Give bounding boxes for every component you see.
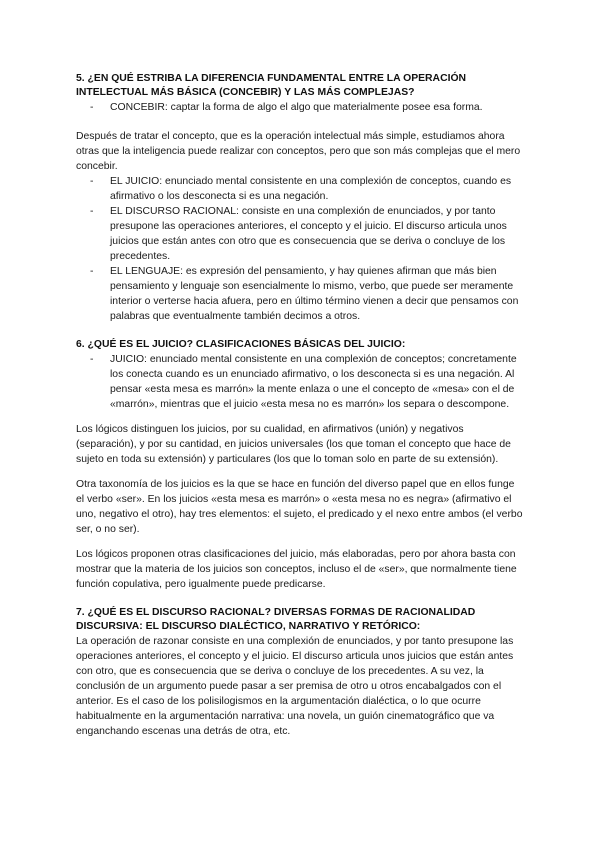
list-item	[76, 352, 524, 412]
bullet-dash: -	[90, 206, 94, 217]
section-6	[76, 338, 524, 592]
paragraph: Los lógicos distinguen los juicios, por su cualidad, en afirmativos (unión) y negativos (separación), y por su cantidad, en juicios universales (los que toman el concepto que hace de sujeto en toda su extensión) y particulares (los que lo toman solo en parte de su extensión).	[76, 424, 511, 465]
paragraph: Otra taxonomía de los juicios es la que se hace en función del diverso papel que en ellos funge el verbo «ser». En los juicios «esta mesa es marrón» o «esta mesa no es negra» (afirmativo el uno, negativo el otro), hay tres elementos: el sujeto, el predicado y el nexo entre ambos (el verbo ser, o no ser).	[76, 479, 523, 535]
section-7	[76, 606, 524, 739]
list-item	[76, 204, 524, 264]
list-item	[76, 264, 524, 324]
section-5-intro: Después de tratar el concepto, que es la operación intelectual más simple, estudiamos ahora otras que la inteligencia puede realizar con conceptos, pero que son más complejas que el mero concebir.	[76, 131, 521, 172]
section-7-heading: 7. ¿QUÉ ES EL DISCURSO RACIONAL? DIVERSAS FORMAS DE RACIONALIDAD DISCURSIVA: EL DISCURSO DIALÉCTICO, NARRATIVO Y RETÓRICO:	[76, 607, 476, 632]
section-6-heading: 6. ¿QUÉ ES EL JUICIO? CLASIFICACIONES BÁSICAS DEL JUICIO:	[76, 339, 406, 350]
bullet-dash: -	[90, 266, 94, 277]
list-item-text: EL JUICIO: enunciado mental consistente en una complexión de conceptos, cuando es afirmativo o los desconecta si es una negación.	[110, 176, 512, 202]
list-item-text: EL DISCURSO RACIONAL: consiste en una complexión de enunciados, y por tanto presupone las operaciones anteriores, el concepto y el juicio. El discurso articula unos juicios que están antes con otro que es consecuencia que se deriva o concluye de los precedentes.	[110, 206, 507, 262]
bullet-dash: -	[90, 176, 94, 187]
section-6-body	[76, 422, 524, 592]
bullet-dash: -	[90, 102, 94, 113]
section-6-list	[76, 352, 524, 412]
section-5	[76, 72, 524, 324]
bullet-dash: -	[90, 354, 94, 365]
list-item	[76, 174, 524, 204]
list-item-text: EL LENGUAJE: es expresión del pensamiento, y hay quienes afirman que más bien pensamiento y lenguaje son esencialmente lo mismo, verbo, que puede ser meramente interior o verterse hacia afuera, pero en último término vienen a decir que pensamos con palabras que eventualmente también decimos a otros.	[110, 266, 519, 322]
list-item-text: JUICIO: enunciado mental consistente en una complexión de conceptos; concretamente los conecta cuando es un enunciado afirmativo, o los desconecta si es una negación. Al pensar «esta mesa es marrón» la mente enlaza o une el concepto de «mesa» con el de «marrón», mientras que el juicio «esta mesa no es marrón» los separa o descompone.	[110, 354, 517, 410]
section-5-top-list	[76, 100, 524, 115]
section-5-list	[76, 174, 524, 324]
section-5-heading: 5. ¿EN QUÉ ESTRIBA LA DIFERENCIA FUNDAMENTAL ENTRE LA OPERACIÓN INTELECTUAL MÁS BÁSICA (CONCEBIR) Y LAS MÁS COMPLEJAS?	[76, 73, 467, 98]
list-item-text: CONCEBIR: captar la forma de algo el algo que materialmente posee esa forma.	[110, 102, 483, 113]
paragraph: Los lógicos proponen otras clasificaciones del juicio, más elaboradas, pero por ahora basta con mostrar que la materia de los juicios son conceptos, incluso el de «ser», que normalmente tiene función copulativa, pero igualmente puede predicarse.	[76, 549, 517, 590]
list-item	[76, 100, 524, 115]
paragraph: La operación de razonar consiste en una complexión de enunciados, y por tanto presupone las operaciones anteriores, el concepto y el juicio. El discurso articula unos juicios que están antes con otro, que es consecuencia que se deriva o concluye de los precedentes. A su vez, la conclusión de un argumento puede pasar a ser premisa de otro u otros encabalgados con el anterior. Es el caso de los polisilogismos en la argumentación dialéctica, o lo que ocurre habitualmente en la argumentación narrativa: una novela, un guión cinematográfico que va enganchando escenas una detrás de otra, etc.	[76, 636, 514, 737]
